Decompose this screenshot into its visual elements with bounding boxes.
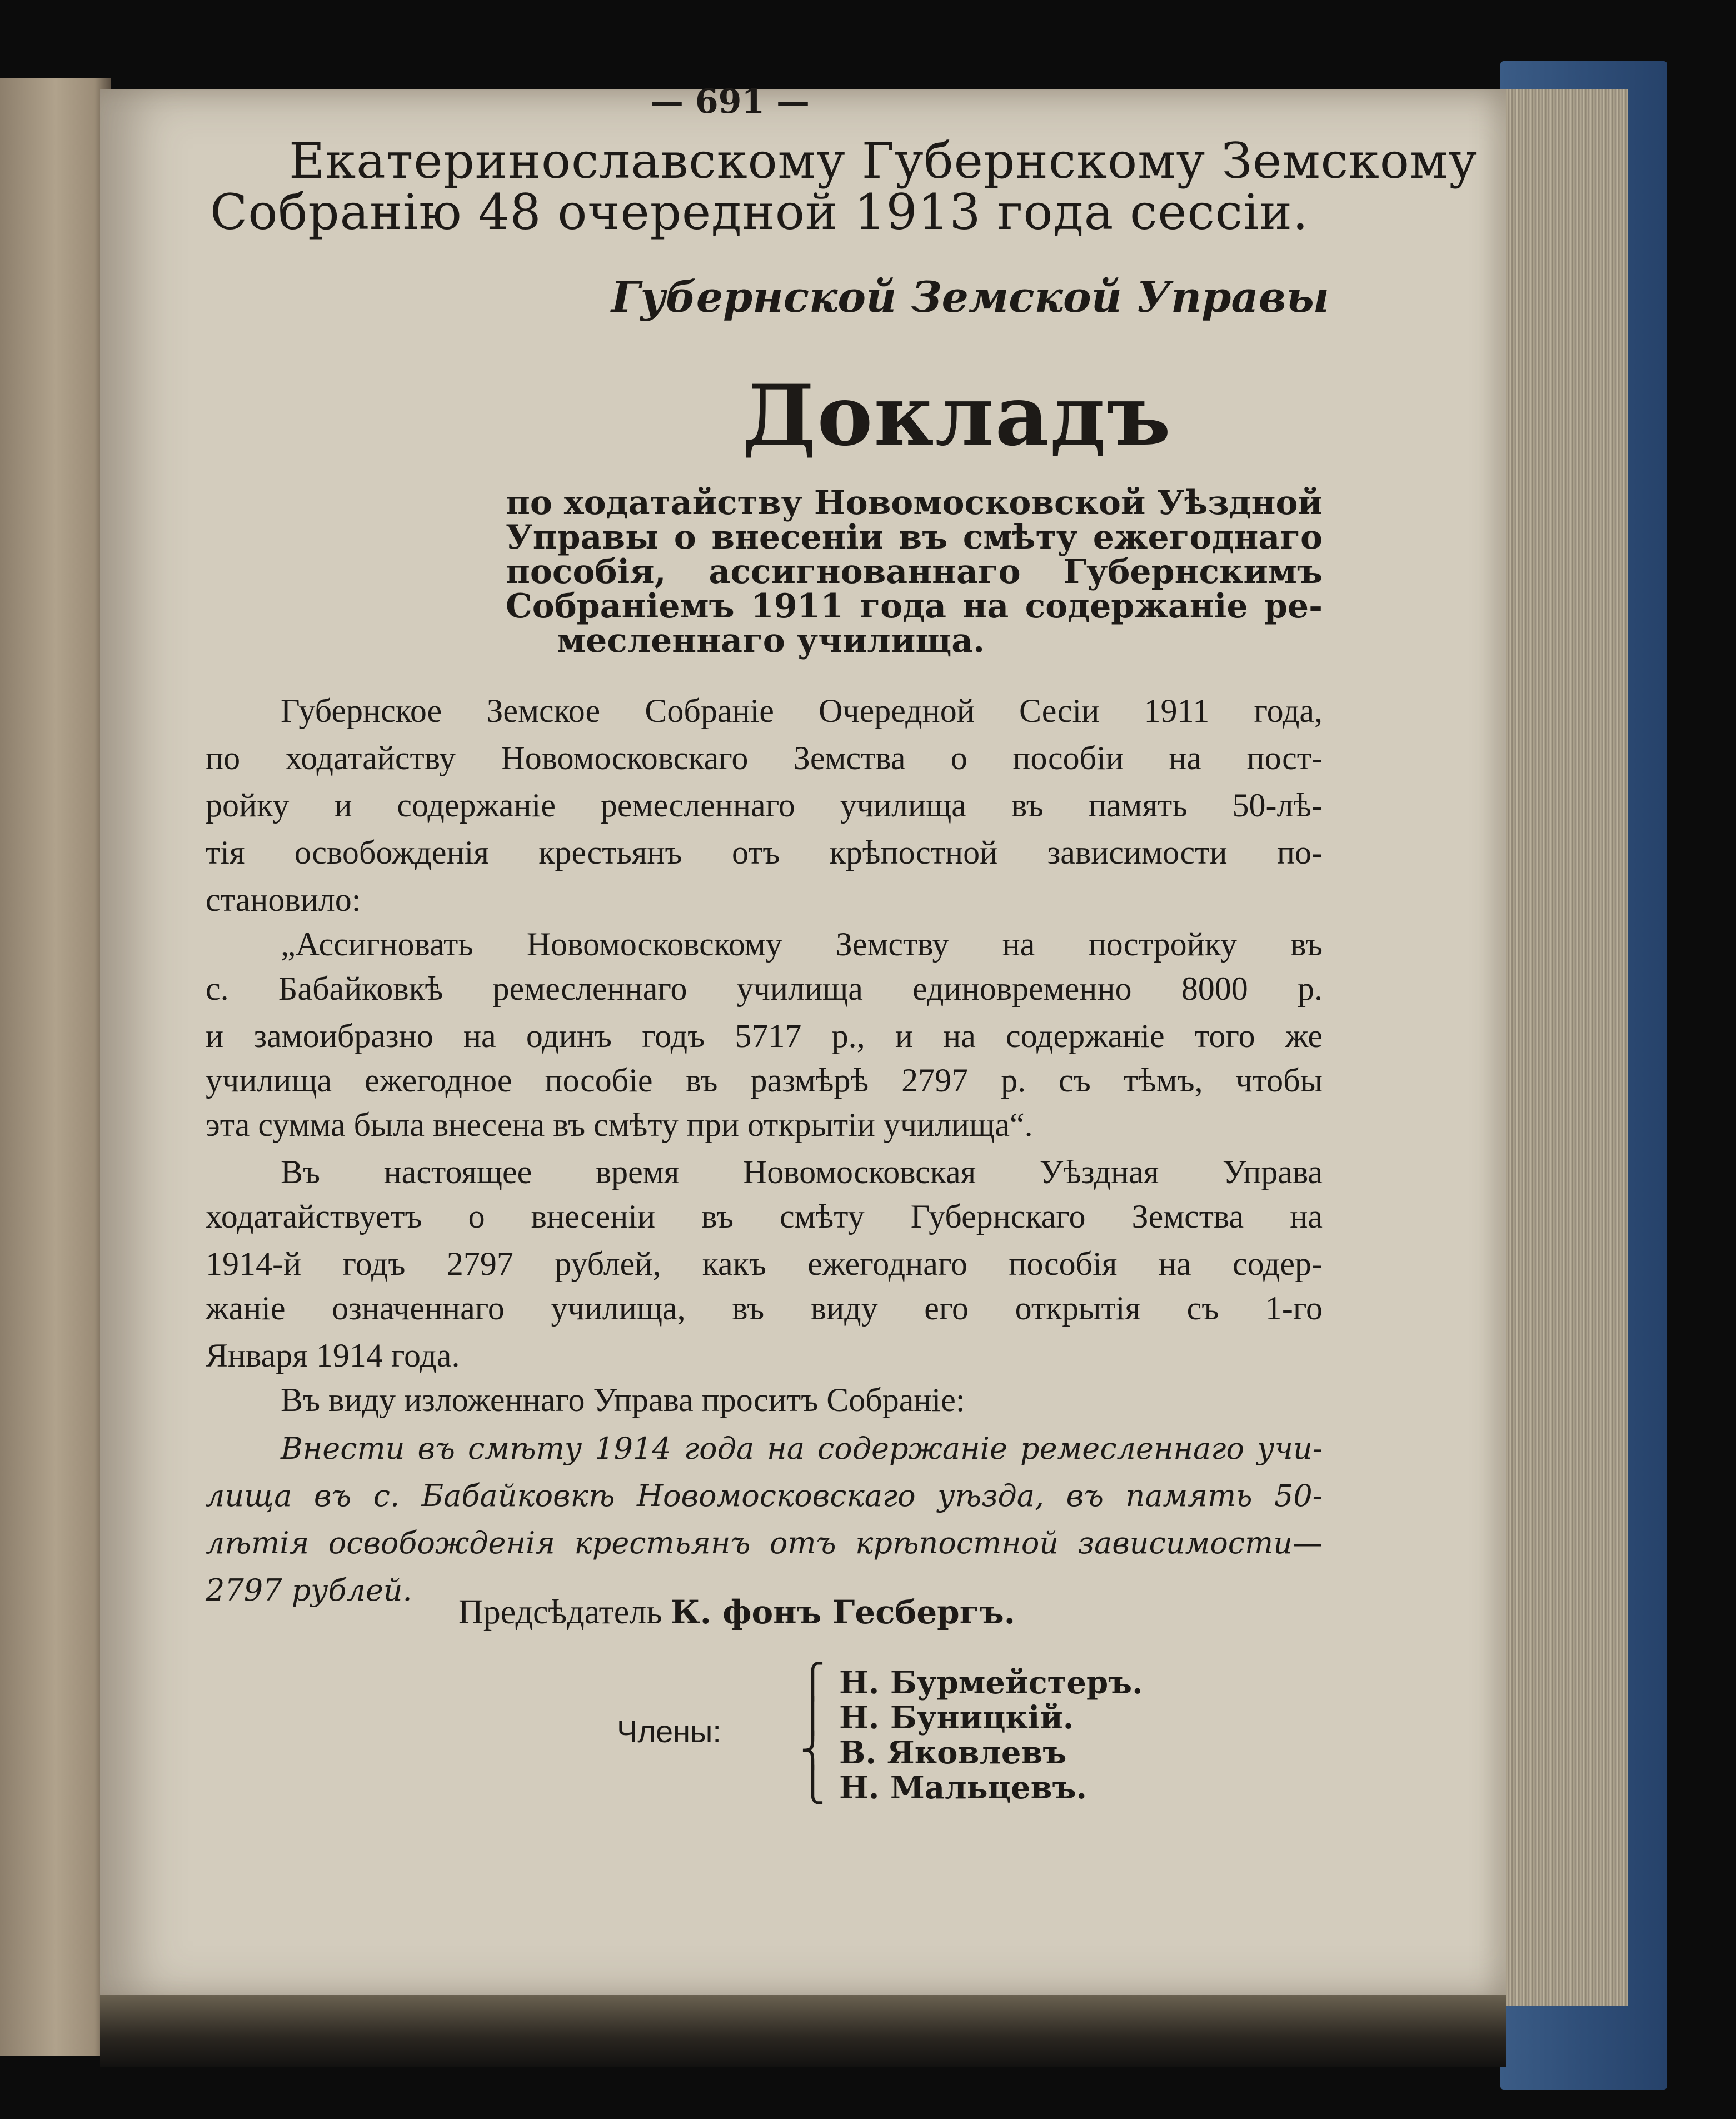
body-line: по ходатайству Новомосковскаго Земства о пособіи на пост- (206, 740, 1323, 776)
resolution-line: лища въ с. Бабайковкѣ Новомосковскаго уѣзда, въ память 50- (206, 1478, 1323, 1513)
chair-signature (458, 1593, 1015, 1632)
body-line: Въ настоящее время Новомосковская Уѣздная Управа (281, 1154, 1323, 1190)
body-line: и замоибразно на одинъ годъ 5717 р., и на содержаніе того же (206, 1018, 1323, 1054)
body-line: тія освобожденія крестьянъ отъ крѣпостной зависимости по- (206, 834, 1323, 871)
addressee-line-2: Собранію 48 очередной 1913 года сессіи. (210, 183, 1309, 241)
resolution-line: лѣтія освобожденія крестьянъ отъ крѣпостной зависимости— (206, 1525, 1323, 1560)
members-label: Члены: (617, 1714, 721, 1749)
resolution-line: Внести въ смѣту 1914 года на содержаніе ремесленнаго учи- (281, 1431, 1323, 1466)
chair-label: Предсѣдатель (458, 1593, 662, 1631)
body-line: 1914-й годъ 2797 рублей, какъ ежегоднаго пособія на содер- (206, 1245, 1323, 1282)
body-line: эта сумма была внесена въ смѣту при открытіи училища“. (206, 1106, 1033, 1143)
body-line: с. Бабайковкѣ ремесленнаго училища единовременно 8000 р. (206, 970, 1323, 1007)
body-line: ходатайствуетъ о внесеніи въ смѣту Губернскаго Земства на (206, 1198, 1323, 1235)
addressee-line-1: Екатеринославскому Губернскому Земскому (289, 132, 1478, 190)
page-edges (1500, 89, 1628, 2006)
member-name: Н. Буницкій. (839, 1699, 1074, 1736)
member-name: Н. Мальцевъ. (839, 1769, 1088, 1806)
resolution-line: 2797 рублей. (206, 1573, 412, 1608)
chair-name: К. фонъ Гесбергъ. (671, 1593, 1015, 1631)
body-line: становило: (206, 881, 361, 918)
subtitle-line: Собраніемъ 1911 года на содержаніе ре- (506, 587, 1323, 626)
body-line: ройку и содержаніе ремесленнаго училища въ память 50-лѣ- (206, 787, 1323, 824)
body-line: училища ежегодное пособіе въ размѣрѣ 2797 р. съ тѣмъ, чтобы (206, 1062, 1323, 1099)
body-line: Января 1914 года. (206, 1337, 460, 1374)
subtitle-line: месленнаго училища. (557, 621, 985, 660)
subtitle-line: по ходатайству Новомосковской Уѣздной (506, 483, 1323, 522)
body-line: „Ассигновать Новомосковскому Земству на постройку въ (281, 926, 1323, 963)
members-brace-icon: ⎧ ⎪ ⎨ ⎩ (800, 1663, 825, 1803)
subtitle-line: Управы о внесеніи въ смѣту ежегоднаго (506, 518, 1323, 557)
member-name: Н. Бурмейстеръ. (839, 1664, 1143, 1701)
body-line: Въ виду изложеннаго Управа проситъ Собраніе: (281, 1382, 965, 1418)
document-title: Докладъ (742, 367, 1172, 465)
page-bottom-shadow (100, 1995, 1506, 2067)
subtitle-line: пособія, ассигнованнаго Губернскимъ (506, 552, 1323, 591)
issuer-heading: Губернской Земской Управы (611, 272, 1329, 322)
body-line: Губернское Земское Собраніе Очередной Сесіи 1911 года, (281, 692, 1323, 729)
member-name: В. Яковлевъ (839, 1734, 1067, 1771)
body-line: жаніе означеннаго училища, въ виду его открытія съ 1-го (206, 1290, 1323, 1327)
left-page (0, 78, 111, 2056)
page-number: — 691 — (650, 82, 810, 121)
